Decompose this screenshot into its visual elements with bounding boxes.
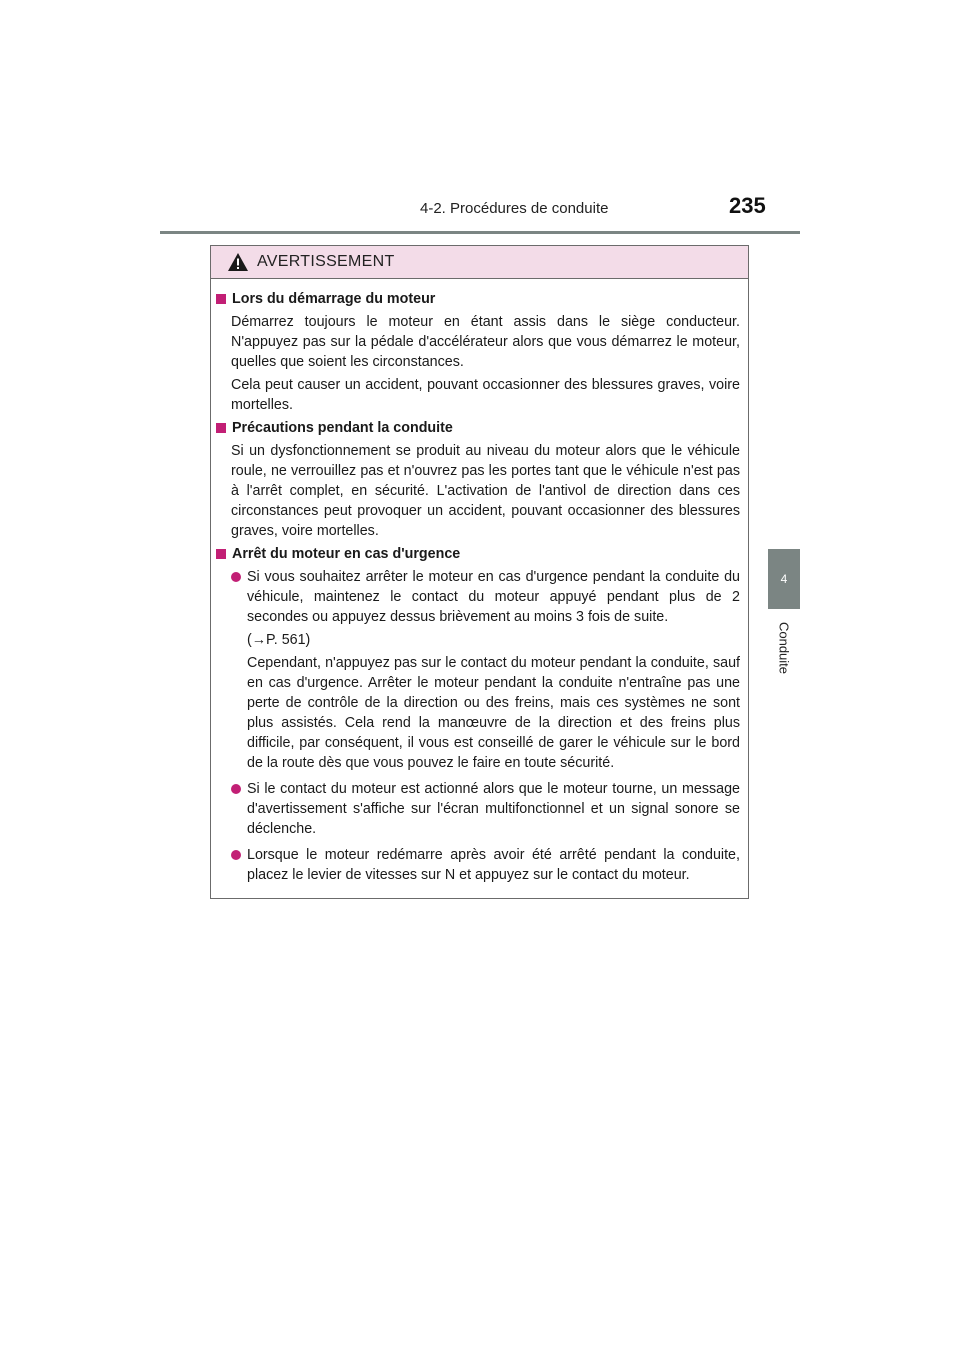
warning-header — [211, 246, 748, 279]
header-rule — [160, 231, 800, 234]
square-bullet-icon — [216, 294, 226, 304]
paragraph: Cependant, n'appuyez pas sur le contact du moteur pendant la conduite, sauf en cas d'urgence. Arrêter le moteur pendant la conduite n'entraîne pas une perte de contrôle de la direction ou des freins, mais ces systèmes ne sont plus assistés. Cela rend la manœuvre de la direction et des freins plus difficile, par conséquent, il vous est conseillé de garer le véhicule sur le bord de la route dès que vous pouvez le faire en toute sécurité. — [247, 655, 740, 771]
section-heading: Lors du démarrage du moteur — [216, 289, 740, 309]
paragraph: Si un dysfonctionnement se produit au niveau du moteur alors que le véhicule roule, ne verrouillez pas et n'ouvrez pas les portes tant que le véhicule n'est pas à l'arrêt complet, en sécurité. L'activation de l'antivol de direction dans ces circonstances peut provoquer un accident, pouvant occasionner des blessures graves, voire mortelles. — [231, 443, 740, 539]
chapter-label-text: Conduite — [776, 621, 792, 675]
square-bullet-icon — [216, 549, 226, 559]
section-title: 4-2. Procédures de conduite — [420, 200, 609, 217]
list-item — [231, 567, 740, 776]
chapter-number: 4 — [780, 572, 788, 586]
section-emergency-stop — [216, 544, 740, 888]
section-heading: Arrêt du moteur en cas d'urgence — [216, 544, 740, 564]
warning-triangle-icon — [227, 252, 249, 272]
warning-body — [211, 279, 748, 888]
section-heading: Précautions pendant la conduite — [216, 418, 740, 438]
paragraph: Lorsque le moteur redémarre après avoir été arrêté pendant la conduite, placez le levier de vitesses sur N et appuyez sur le contact du moteur. — [247, 847, 740, 883]
chapter-tab — [768, 549, 800, 609]
list-item — [231, 779, 740, 842]
section-engine-start — [216, 289, 740, 415]
page-reference: (→P. 561) — [247, 632, 311, 648]
square-bullet-icon — [216, 423, 226, 433]
round-bullet-icon — [231, 784, 241, 794]
paragraph: Si le contact du moteur est actionné alors que le moteur tourne, un message d'avertissement s'affiche sur l'écran multifonctionnel et un signal sonore se déclenche. — [247, 781, 740, 837]
paragraph: Si vous souhaitez arrêter le moteur en cas d'urgence pendant la conduite du véhicule, maintenez le contact du moteur appuyé pendant plus de 2 secondes ou appuyez dessus brièvement au moins 3 fois de suite. — [247, 569, 740, 625]
round-bullet-icon — [231, 572, 241, 582]
chapter-label — [768, 612, 800, 684]
paragraph: Démarrez toujours le moteur en étant assis dans le siège conducteur. N'appuyez pas sur la pédale d'accélérateur alors que vous démarrez le moteur, quelles que soient les circonstances. — [231, 314, 740, 370]
page-number: 235 — [729, 193, 766, 218]
section-driving-precautions — [216, 418, 740, 541]
warning-box — [210, 245, 749, 899]
warning-title: AVERTISSEMENT — [257, 253, 395, 270]
list-item — [231, 845, 740, 888]
paragraph: Cela peut causer un accident, pouvant occasionner des blessures graves, voire mortelles. — [231, 377, 740, 413]
round-bullet-icon — [231, 850, 241, 860]
